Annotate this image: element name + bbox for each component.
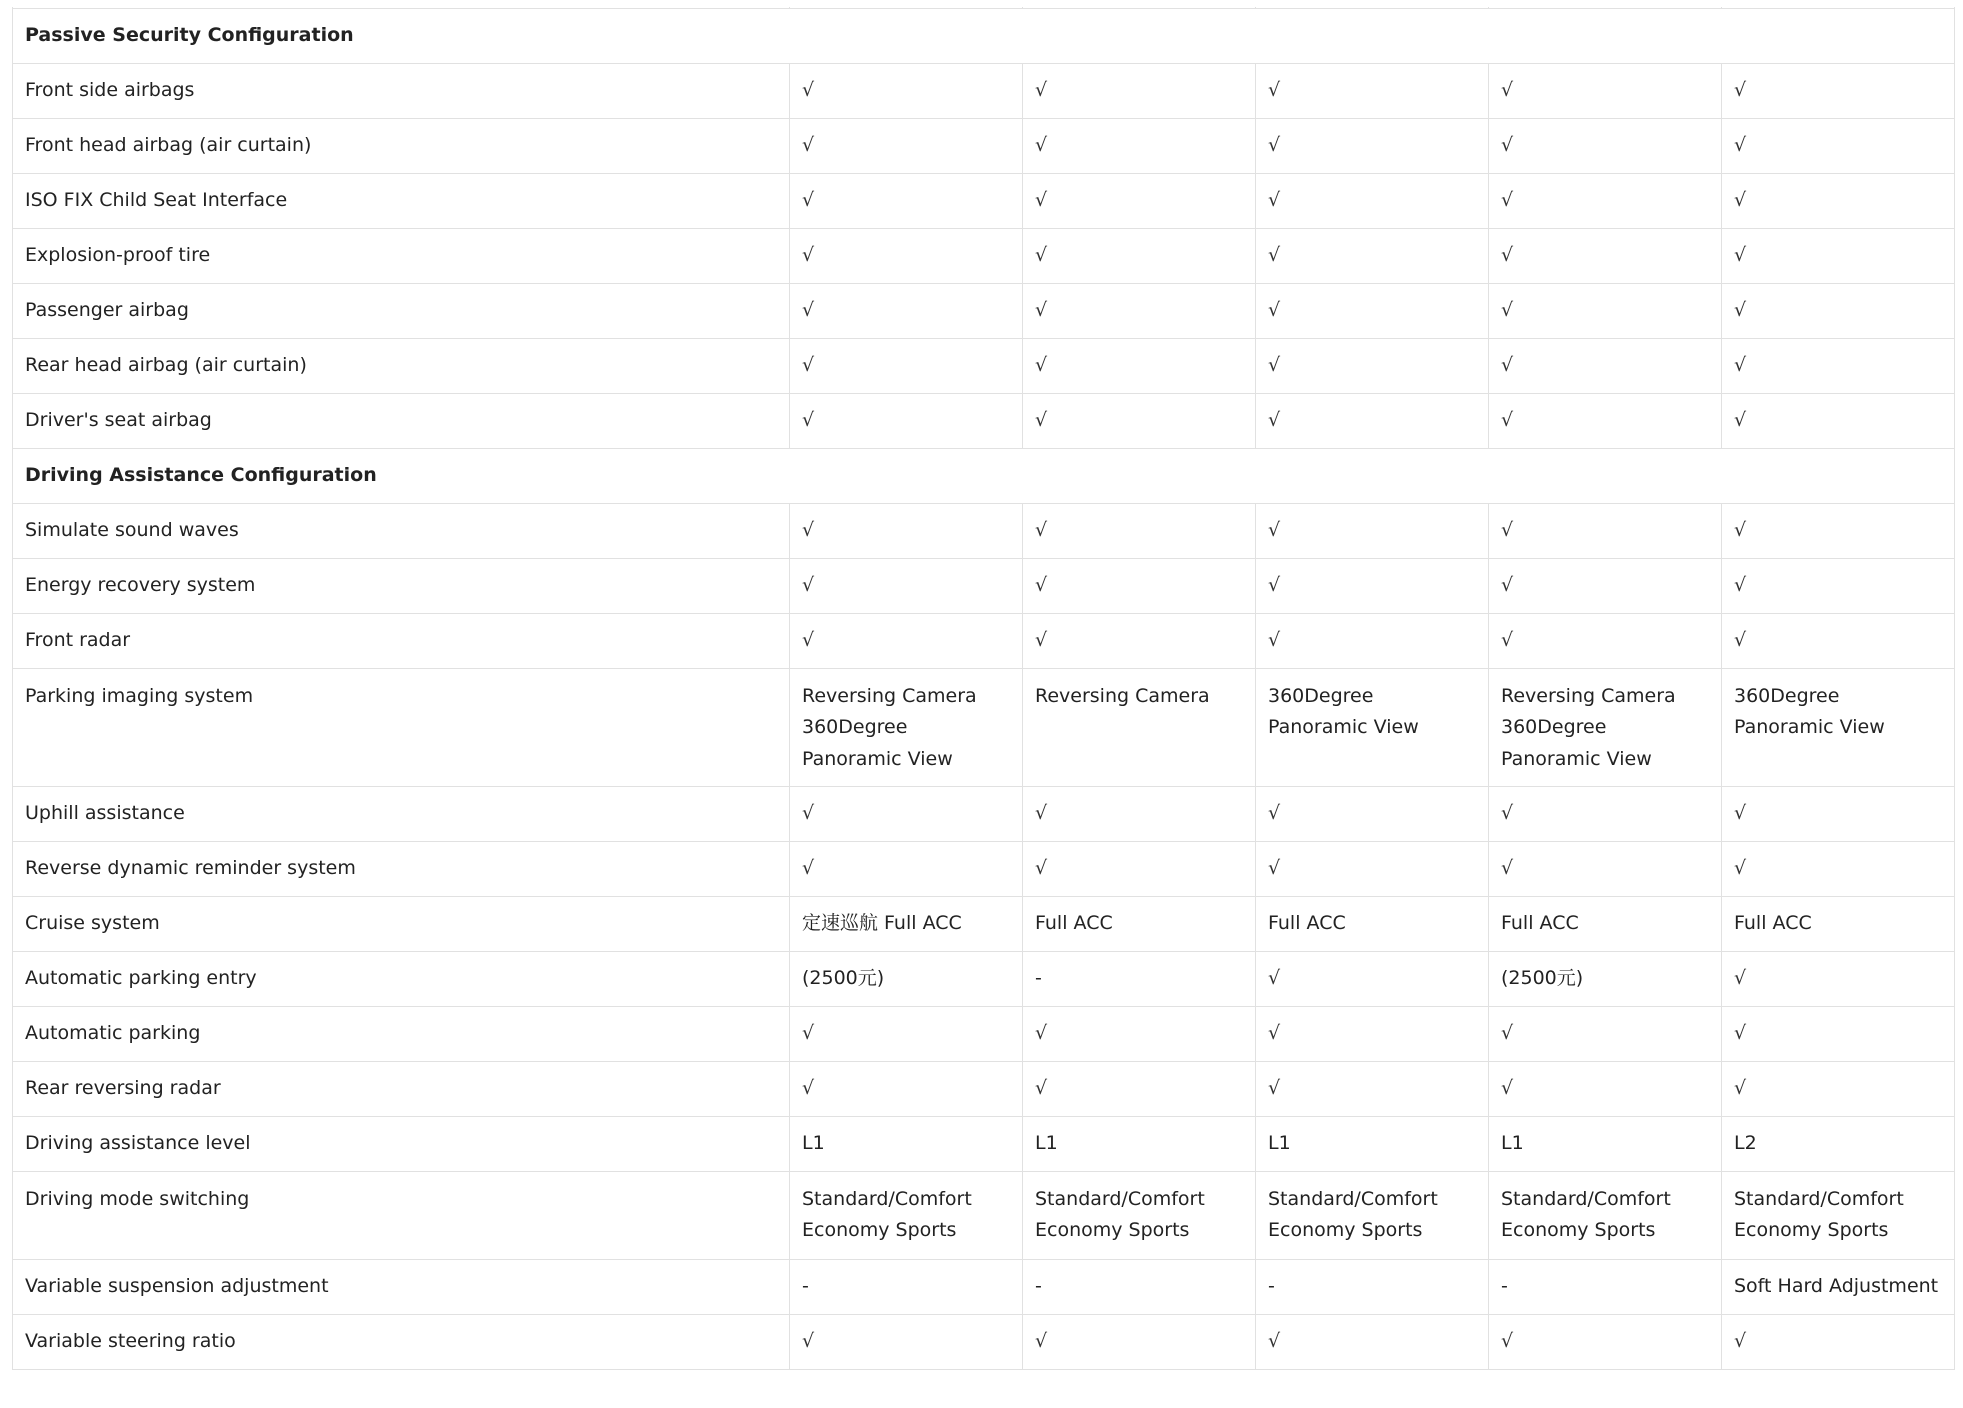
trim-value-cell [1489, 668, 1722, 786]
value-line: Panoramic View [1501, 747, 1652, 770]
trim-value-cell [1256, 1006, 1489, 1061]
table-row [13, 1171, 1955, 1259]
trim-value-cell [1023, 1171, 1256, 1259]
checkmark-icon: √ [1501, 573, 1514, 596]
checkmark-icon: √ [1734, 78, 1747, 101]
trim-value-cell [1256, 1171, 1489, 1259]
checkmark-icon: √ [1734, 133, 1747, 156]
value-text: Full ACC [1268, 911, 1346, 934]
trim-value-cell [1489, 393, 1722, 448]
checkmark-icon: √ [1035, 78, 1048, 101]
checkmark-icon: √ [802, 353, 815, 376]
checkmark-icon: √ [1734, 966, 1747, 989]
trim-value-cell [1722, 1259, 1955, 1314]
trim-value-cell [790, 786, 1023, 841]
value-line: Standard/Comfort [1268, 1187, 1438, 1210]
trim-value-cell [1489, 118, 1722, 173]
checkmark-icon: √ [1268, 188, 1281, 211]
trim-value-cell [1023, 1314, 1256, 1369]
section-title: Passive Security Configuration [13, 8, 1955, 63]
value-text: L2 [1734, 1131, 1757, 1154]
trim-value-cell [1023, 1061, 1256, 1116]
trim-value-cell [1256, 283, 1489, 338]
checkmark-icon: √ [1501, 856, 1514, 879]
checkmark-icon: √ [802, 801, 815, 824]
trim-value-cell [1489, 1171, 1722, 1259]
value-line: Economy Sports [1268, 1219, 1423, 1241]
trim-value-cell [790, 503, 1023, 558]
checkmark-icon: √ [1035, 188, 1048, 211]
trim-value-cell [1256, 1314, 1489, 1369]
value-line: Reversing Camera [1501, 684, 1676, 707]
value-line: Reversing Camera [1035, 684, 1210, 707]
checkmark-icon: √ [1035, 133, 1048, 156]
trim-value-cell [1023, 1116, 1256, 1171]
checkmark-icon: √ [802, 1076, 815, 1099]
trim-value-cell [1722, 558, 1955, 613]
value-text: - [1035, 966, 1042, 989]
value-line: Standard/Comfort [1501, 1187, 1671, 1210]
trim-value-cell [790, 1061, 1023, 1116]
checkmark-icon: √ [1268, 353, 1281, 376]
feature-label: Front head airbag (air curtain) [13, 118, 790, 173]
checkmark-icon: √ [1734, 1329, 1747, 1352]
checkmark-icon: √ [1035, 628, 1048, 651]
checkmark-icon: √ [1268, 966, 1281, 989]
checkmark-icon: √ [1268, 1021, 1281, 1044]
trim-value-cell [1256, 63, 1489, 118]
checkmark-icon: √ [1734, 243, 1747, 266]
feature-label: Driving assistance level [13, 1116, 790, 1171]
trim-value-cell [1023, 503, 1256, 558]
trim-value-cell [1023, 558, 1256, 613]
trim-value-cell [1722, 841, 1955, 896]
value-text: L1 [1501, 1131, 1524, 1154]
table-row [13, 1314, 1955, 1369]
table-row [13, 613, 1955, 668]
feature-label: Driving mode switching [13, 1171, 790, 1259]
trim-value-cell [1023, 668, 1256, 786]
value-text: - [1035, 1274, 1042, 1297]
trim-value-cell [1722, 1061, 1955, 1116]
trim-value-cell [1256, 613, 1489, 668]
table-row [13, 786, 1955, 841]
feature-label: Reverse dynamic reminder system [13, 841, 790, 896]
feature-label: Passenger airbag [13, 283, 790, 338]
checkmark-icon: √ [1734, 353, 1747, 376]
checkmark-icon: √ [1501, 518, 1514, 541]
trim-value-cell [1023, 896, 1256, 951]
trim-value-cell [1722, 1116, 1955, 1171]
feature-label: Explosion-proof tire [13, 228, 790, 283]
checkmark-icon: √ [1268, 78, 1281, 101]
checkmark-icon: √ [1035, 298, 1048, 321]
trim-value-cell [1722, 173, 1955, 228]
checkmark-icon: √ [1734, 1021, 1747, 1044]
value-text: Full ACC [1734, 911, 1812, 934]
value-line: Economy Sports [1501, 1219, 1656, 1241]
checkmark-icon: √ [802, 243, 815, 266]
value-line: Panoramic View [1734, 716, 1885, 738]
trim-value-cell [1489, 1314, 1722, 1369]
checkmark-icon: √ [1501, 353, 1514, 376]
checkmark-icon: √ [802, 518, 815, 541]
value-text: (2500元) [1501, 966, 1584, 989]
value-text: L1 [802, 1131, 825, 1154]
trim-value-cell [790, 283, 1023, 338]
trim-value-cell [1722, 668, 1955, 786]
checkmark-icon: √ [1035, 408, 1048, 431]
checkmark-icon: √ [1268, 1329, 1281, 1352]
checkmark-icon: √ [802, 78, 815, 101]
table-row [13, 1116, 1955, 1171]
checkmark-icon: √ [1268, 408, 1281, 431]
trim-value-cell [1023, 393, 1256, 448]
trim-value-cell [790, 1259, 1023, 1314]
trim-value-cell [1489, 1061, 1722, 1116]
checkmark-icon: √ [1734, 408, 1747, 431]
value-line: Reversing Camera [802, 684, 977, 707]
checkmark-icon: √ [1734, 573, 1747, 596]
checkmark-icon: √ [1501, 1021, 1514, 1044]
value-line: Economy Sports [802, 1219, 957, 1241]
trim-value-cell [1256, 173, 1489, 228]
value-text: (2500元) [802, 966, 885, 989]
checkmark-icon: √ [1734, 628, 1747, 651]
trim-value-cell [1023, 228, 1256, 283]
trim-value-cell [790, 1116, 1023, 1171]
checkmark-icon: √ [1035, 518, 1048, 541]
table-row [13, 1259, 1955, 1314]
checkmark-icon: √ [802, 1329, 815, 1352]
feature-label: Front radar [13, 613, 790, 668]
trim-value-cell [790, 63, 1023, 118]
checkmark-icon: √ [802, 573, 815, 596]
table-row [13, 1061, 1955, 1116]
trim-value-cell [1722, 613, 1955, 668]
trim-value-cell [1256, 668, 1489, 786]
trim-value-cell [1489, 841, 1722, 896]
checkmark-icon: √ [802, 133, 815, 156]
trim-value-cell [1489, 1116, 1722, 1171]
checkmark-icon: √ [1268, 856, 1281, 879]
value-line: Standard/Comfort [802, 1187, 972, 1210]
trim-value-cell [1489, 1259, 1722, 1314]
checkmark-icon: √ [802, 408, 815, 431]
table-row [13, 841, 1955, 896]
checkmark-icon: √ [802, 628, 815, 651]
checkmark-icon: √ [1268, 1076, 1281, 1099]
trim-value-cell [1722, 786, 1955, 841]
checkmark-icon: √ [1501, 408, 1514, 431]
trim-value-cell [1489, 558, 1722, 613]
trim-value-cell [1722, 393, 1955, 448]
checkmark-icon: √ [1734, 518, 1747, 541]
trim-value-cell [1256, 558, 1489, 613]
feature-label: Variable suspension adjustment [13, 1259, 790, 1314]
feature-label: Automatic parking entry [13, 951, 790, 1006]
trim-value-cell [790, 1314, 1023, 1369]
trim-value-cell [1256, 951, 1489, 1006]
value-text: Soft Hard Adjustment [1734, 1274, 1939, 1297]
trim-value-cell [1256, 1061, 1489, 1116]
table-row [13, 1006, 1955, 1061]
trim-value-cell [1256, 338, 1489, 393]
trim-value-cell [790, 393, 1023, 448]
feature-label: Uphill assistance [13, 786, 790, 841]
trim-value-cell [1722, 951, 1955, 1006]
trim-value-cell [1489, 173, 1722, 228]
value-text: - [1501, 1274, 1508, 1297]
checkmark-icon: √ [1035, 243, 1048, 266]
checkmark-icon: √ [1734, 1076, 1747, 1099]
trim-value-cell [1023, 841, 1256, 896]
value-line: 360Degree [802, 716, 908, 738]
checkmark-icon: √ [1035, 801, 1048, 824]
checkmark-icon: √ [1501, 243, 1514, 266]
trim-value-cell [1722, 503, 1955, 558]
table-row [13, 338, 1955, 393]
checkmark-icon: √ [1268, 133, 1281, 156]
value-text: L1 [1035, 1131, 1058, 1154]
trim-value-cell [1256, 896, 1489, 951]
trim-value-cell [1023, 118, 1256, 173]
feature-label: Simulate sound waves [13, 503, 790, 558]
feature-label: Variable steering ratio [13, 1314, 790, 1369]
trim-value-cell [1023, 338, 1256, 393]
checkmark-icon: √ [1501, 628, 1514, 651]
trim-value-cell [1489, 786, 1722, 841]
trim-value-cell [1489, 228, 1722, 283]
checkmark-icon: √ [1035, 1076, 1048, 1099]
checkmark-icon: √ [1501, 133, 1514, 156]
trim-value-cell [1256, 1116, 1489, 1171]
value-text: Full ACC [1501, 911, 1579, 934]
feature-label: Automatic parking [13, 1006, 790, 1061]
spec-table-body [13, 7, 1955, 1369]
checkmark-icon: √ [802, 856, 815, 879]
trim-value-cell [1489, 1006, 1722, 1061]
trim-value-cell [1023, 63, 1256, 118]
checkmark-icon: √ [1501, 1076, 1514, 1099]
value-text: L1 [1268, 1131, 1291, 1154]
value-line: 360Degree [1501, 716, 1607, 738]
trim-value-cell [1489, 613, 1722, 668]
trim-value-cell [1722, 283, 1955, 338]
checkmark-icon: √ [1501, 78, 1514, 101]
table-row [13, 393, 1955, 448]
feature-label: Parking imaging system [13, 668, 790, 786]
trim-value-cell [1722, 118, 1955, 173]
trim-value-cell [1256, 503, 1489, 558]
value-line: Economy Sports [1035, 1219, 1190, 1241]
trim-value-cell [1256, 393, 1489, 448]
trim-value-cell [1489, 951, 1722, 1006]
feature-label: Rear reversing radar [13, 1061, 790, 1116]
trim-value-cell [790, 558, 1023, 613]
feature-label: Cruise system [13, 896, 790, 951]
checkmark-icon: √ [1268, 243, 1281, 266]
trim-value-cell [1489, 338, 1722, 393]
trim-value-cell [790, 668, 1023, 786]
checkmark-icon: √ [1035, 1329, 1048, 1352]
checkmark-icon: √ [802, 1021, 815, 1044]
trim-value-cell [1256, 1259, 1489, 1314]
checkmark-icon: √ [1035, 1021, 1048, 1044]
checkmark-icon: √ [1501, 801, 1514, 824]
section-title: Driving Assistance Configuration [13, 448, 1955, 503]
checkmark-icon: √ [1268, 298, 1281, 321]
checkmark-icon: √ [802, 298, 815, 321]
value-line: Standard/Comfort [1035, 1187, 1205, 1210]
trim-value-cell [1256, 118, 1489, 173]
checkmark-icon: √ [1035, 573, 1048, 596]
value-line: Panoramic View [802, 747, 953, 770]
table-row [13, 173, 1955, 228]
checkmark-icon: √ [1501, 188, 1514, 211]
table-row [13, 283, 1955, 338]
trim-value-cell [790, 173, 1023, 228]
section-header-row [13, 448, 1955, 503]
trim-value-cell [1722, 338, 1955, 393]
trim-value-cell [1722, 63, 1955, 118]
spec-table [12, 7, 1955, 1370]
value-line: Standard/Comfort [1734, 1187, 1904, 1210]
value-line: Economy Sports [1734, 1219, 1889, 1241]
trim-value-cell [1023, 1259, 1256, 1314]
checkmark-icon: √ [1734, 801, 1747, 824]
trim-value-cell [1489, 283, 1722, 338]
trim-value-cell [1023, 1006, 1256, 1061]
trim-value-cell [1489, 63, 1722, 118]
trim-value-cell [1023, 283, 1256, 338]
trim-value-cell [1023, 173, 1256, 228]
checkmark-icon: √ [1035, 353, 1048, 376]
value-text: - [802, 1274, 809, 1297]
trim-value-cell [1722, 228, 1955, 283]
checkmark-icon: √ [1035, 856, 1048, 879]
trim-value-cell [1023, 951, 1256, 1006]
feature-label: Rear head airbag (air curtain) [13, 338, 790, 393]
checkmark-icon: √ [1734, 298, 1747, 321]
value-line: 360Degree [1734, 684, 1840, 707]
trim-value-cell [1722, 1006, 1955, 1061]
value-line: 360Degree [1268, 684, 1374, 707]
checkmark-icon: √ [802, 188, 815, 211]
trim-value-cell [1256, 786, 1489, 841]
value-text: 定速巡航 Full ACC [802, 911, 962, 934]
table-row [13, 558, 1955, 613]
trim-value-cell [1489, 896, 1722, 951]
trim-value-cell [1489, 503, 1722, 558]
feature-label: ISO FIX Child Seat Interface [13, 173, 790, 228]
value-text: - [1268, 1274, 1275, 1297]
table-row [13, 63, 1955, 118]
value-text: Full ACC [1035, 911, 1113, 934]
trim-value-cell [1722, 896, 1955, 951]
checkmark-icon: √ [1734, 188, 1747, 211]
trim-value-cell [790, 338, 1023, 393]
table-row [13, 118, 1955, 173]
table-row [13, 951, 1955, 1006]
trim-value-cell [790, 896, 1023, 951]
table-row [13, 228, 1955, 283]
table-row [13, 503, 1955, 558]
trim-value-cell [1256, 228, 1489, 283]
feature-label: Energy recovery system [13, 558, 790, 613]
table-row [13, 668, 1955, 786]
trim-value-cell [1722, 1314, 1955, 1369]
checkmark-icon: √ [1501, 298, 1514, 321]
trim-value-cell [1023, 786, 1256, 841]
checkmark-icon: √ [1268, 628, 1281, 651]
trim-value-cell [790, 841, 1023, 896]
trim-value-cell [790, 1171, 1023, 1259]
checkmark-icon: √ [1734, 856, 1747, 879]
checkmark-icon: √ [1268, 573, 1281, 596]
feature-label: Driver's seat airbag [13, 393, 790, 448]
trim-value-cell [1722, 1171, 1955, 1259]
trim-value-cell [790, 228, 1023, 283]
trim-value-cell [790, 1006, 1023, 1061]
checkmark-icon: √ [1268, 518, 1281, 541]
table-row [13, 896, 1955, 951]
trim-value-cell [790, 118, 1023, 173]
trim-value-cell [790, 613, 1023, 668]
feature-label: Front side airbags [13, 63, 790, 118]
trim-value-cell [1023, 613, 1256, 668]
checkmark-icon: √ [1268, 801, 1281, 824]
trim-value-cell [1256, 841, 1489, 896]
checkmark-icon: √ [1501, 1329, 1514, 1352]
value-line: Panoramic View [1268, 716, 1419, 738]
trim-value-cell [790, 951, 1023, 1006]
section-header-row [13, 8, 1955, 63]
